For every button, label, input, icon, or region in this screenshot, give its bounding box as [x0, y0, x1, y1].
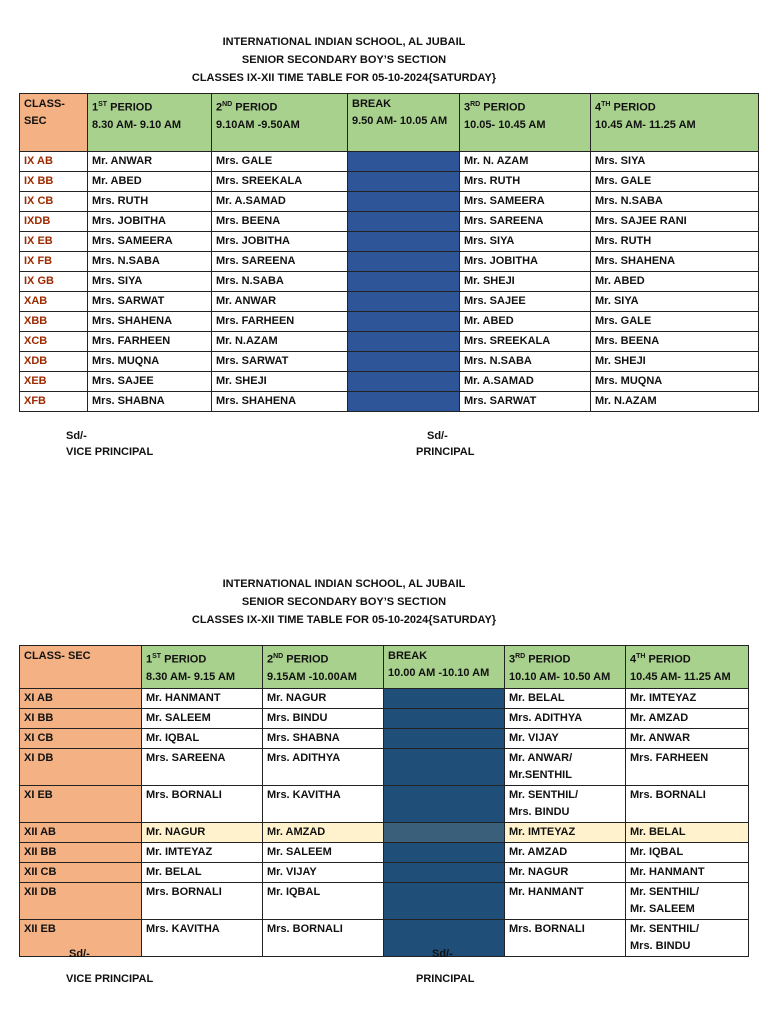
vice-principal-label: VICE PRINCIPAL — [66, 973, 154, 985]
period-1-teacher: Mrs. JOBITHA — [88, 212, 212, 232]
col-period-4: 4TH PERIOD 10.45 AM- 11.25 AM — [591, 94, 759, 152]
period-1-teacher: Mr. IMTEYAZ — [142, 842, 263, 862]
table-row — [20, 152, 759, 172]
period-1-teacher: Mrs. MUQNA — [88, 352, 212, 372]
period-3-teacher: Mrs. BORNALI — [505, 919, 626, 956]
period-2-teacher: Mrs. BEENA — [212, 212, 348, 232]
class-section-cell: XAB — [20, 292, 88, 312]
class-section-cell: IX EB — [20, 232, 88, 252]
period-3-teacher: Mr. HANMANT — [505, 882, 626, 919]
period-4-teacher: Mr. IQBAL — [626, 842, 749, 862]
period-1-teacher: Mrs. SAMEERA — [88, 232, 212, 252]
break-cell — [348, 372, 460, 392]
period-2-teacher: Mr. N.AZAM — [212, 332, 348, 352]
period-1-time: 8.30 AM- 9.10 AM — [92, 118, 182, 131]
period-1-teacher: Mr. BELAL — [142, 862, 263, 882]
period-2-teacher: Mrs. FARHEEN — [212, 312, 348, 332]
class-section-cell: XEB — [20, 372, 88, 392]
col-class-sec: CLASS- SEC — [20, 94, 88, 152]
table-row — [20, 352, 759, 372]
class-section-cell: XI BB — [20, 708, 142, 728]
period-4-teacher: Mrs. FARHEEN — [626, 748, 749, 785]
col-period-1: 1ST PERIOD 8.30 AM- 9.15 AM — [142, 646, 263, 689]
table-row — [20, 862, 749, 882]
table-row — [20, 272, 759, 292]
class-section-cell: IX CB — [20, 192, 88, 212]
period-3-teacher: Mr. A.SAMAD — [460, 372, 591, 392]
period-1-teacher: Mr. HANMANT — [142, 688, 263, 708]
period-3-teacher: Mrs. SREEKALA — [460, 332, 591, 352]
break-cell — [348, 152, 460, 172]
period-4-teacher: Mr. HANMANT — [626, 862, 749, 882]
table-row — [20, 822, 749, 842]
period-4-time: 10.45 AM- 11.25 AM — [595, 118, 696, 131]
period-3-teacher: Mrs. RUTH — [460, 172, 591, 192]
period-4-teacher — [626, 882, 749, 919]
period-2-teacher: Mr. ANWAR — [212, 292, 348, 312]
period-3-time: 10.10 AM- 10.50 AM — [509, 670, 611, 683]
teacher-line: Mr. SENTHIL/ — [509, 788, 579, 801]
period-1-teacher: Mrs. FARHEEN — [88, 332, 212, 352]
period-4-teacher: Mrs. SIYA — [591, 152, 759, 172]
table-row — [20, 232, 759, 252]
period-3-teacher: Mr. VIJAY — [505, 728, 626, 748]
break-cell — [384, 748, 505, 785]
break-cell — [348, 392, 460, 412]
class-section-cell: IX FB — [20, 252, 88, 272]
period-4-teacher: Mr. BELAL — [626, 822, 749, 842]
school-name: INTERNATIONAL INDIAN SCHOOL, AL JUBAIL — [222, 578, 466, 590]
table-row — [20, 748, 749, 785]
period-2-teacher: Mrs. SHABNA — [263, 728, 384, 748]
col-class-sec: CLASS- SEC — [20, 646, 142, 689]
vp-signature-mark: Sd/- — [66, 430, 87, 442]
class-section-cell: XI EB — [20, 785, 142, 822]
class-section-cell: XII AB — [20, 822, 142, 842]
period-2-teacher: Mrs. SAREENA — [212, 252, 348, 272]
period-2-teacher: Mr. NAGUR — [263, 688, 384, 708]
period-3-teacher — [505, 748, 626, 785]
page1-header — [0, 33, 688, 87]
period-2-teacher: Mrs. BINDU — [263, 708, 384, 728]
break-cell — [384, 785, 505, 822]
break-cell — [348, 192, 460, 212]
period-4-teacher — [626, 919, 749, 956]
period-4-teacher: Mrs. GALE — [591, 312, 759, 332]
period-2-teacher: Mrs. GALE — [212, 152, 348, 172]
break-cell — [348, 312, 460, 332]
teacher-line: Mr.SENTHIL — [509, 768, 572, 781]
col-period-2: 2ND PERIOD 9.15AM -10.00AM — [263, 646, 384, 689]
teacher-line: Mr. SALEEM — [630, 902, 695, 915]
period-1-teacher: Mrs. BORNALI — [142, 785, 263, 822]
period-3-teacher: Mrs. SIYA — [460, 232, 591, 252]
period-4-teacher: Mrs. GALE — [591, 172, 759, 192]
period-4-teacher: Mrs. BEENA — [591, 332, 759, 352]
class-section-cell: XCB — [20, 332, 88, 352]
period-2-teacher: Mrs. SARWAT — [212, 352, 348, 372]
period-2-teacher: Mrs. SHAHENA — [212, 392, 348, 412]
class-section-cell: XI AB — [20, 688, 142, 708]
period-3-teacher: Mr. N. AZAM — [460, 152, 591, 172]
break-cell — [384, 822, 505, 842]
timetable-title: CLASSES IX-XII TIME TABLE FOR 05-10-2024{SATURDAY} — [191, 614, 497, 626]
period-4-teacher: Mr. ANWAR — [626, 728, 749, 748]
period-4-teacher: Mrs. BORNALI — [626, 785, 749, 822]
period-3-teacher: Mrs. SARWAT — [460, 392, 591, 412]
period-1-teacher: Mr. NAGUR — [142, 822, 263, 842]
teacher-line: Mr. ANWAR/ — [509, 751, 573, 764]
vice-principal-label: VICE PRINCIPAL — [66, 446, 154, 458]
period-2-time: 9.10AM -9.50AM — [216, 118, 300, 131]
timetable-1 — [19, 93, 759, 412]
break-cell — [384, 688, 505, 708]
period-4-teacher: Mrs. RUTH — [591, 232, 759, 252]
period-3-teacher: Mrs. SAREENA — [460, 212, 591, 232]
break-cell — [384, 728, 505, 748]
teacher-line: Mr. SENTHIL/ — [630, 922, 700, 935]
timetable-title: CLASSES IX-XII TIME TABLE FOR 05-10-2024{SATURDAY} — [191, 72, 497, 84]
table-row — [20, 332, 759, 352]
col-period-1: 1ST PERIOD 8.30 AM- 9.10 AM — [88, 94, 212, 152]
period-3-teacher — [505, 785, 626, 822]
col-period-3: 3RD PERIOD 10.05- 10.45 AM — [460, 94, 591, 152]
period-1-teacher: Mr. IQBAL — [142, 728, 263, 748]
class-section-cell: XBB — [20, 312, 88, 332]
period-1-teacher: Mrs. SAREENA — [142, 748, 263, 785]
period-2-teacher: Mrs. SREEKALA — [212, 172, 348, 192]
class-section-cell: XII CB — [20, 862, 142, 882]
period-3-time: 10.05- 10.45 AM — [464, 118, 546, 131]
principal-signature-mark: Sd/- — [427, 430, 448, 442]
class-section-cell: IX BB — [20, 172, 88, 192]
table-row — [20, 882, 749, 919]
principal-signature-mark: Sd/- — [432, 948, 453, 960]
period-3-teacher: Mr. ABED — [460, 312, 591, 332]
period-3-teacher: Mrs. JOBITHA — [460, 252, 591, 272]
period-4-teacher: Mrs. SAJEE RANI — [591, 212, 759, 232]
period-1-teacher: Mr. ABED — [88, 172, 212, 192]
period-3-teacher: Mrs. SAMEERA — [460, 192, 591, 212]
break-cell — [348, 252, 460, 272]
period-1-teacher: Mrs. BORNALI — [142, 882, 263, 919]
period-2-teacher: Mr. SHEJI — [212, 372, 348, 392]
break-cell — [348, 292, 460, 312]
period-3-teacher: Mr. NAGUR — [505, 862, 626, 882]
vp-signature-mark: Sd/- — [69, 948, 90, 960]
table-row — [20, 312, 759, 332]
period-3-teacher: Mrs. SAJEE — [460, 292, 591, 312]
break-time: 10.00 AM -10.10 AM — [388, 667, 490, 679]
period-4-teacher: Mr. N.AZAM — [591, 392, 759, 412]
period-2-teacher: Mrs. JOBITHA — [212, 232, 348, 252]
class-section-cell: XII EB — [20, 919, 142, 956]
teacher-line: Mr. SENTHIL/ — [630, 885, 700, 898]
period-1-teacher: Mrs. SHAHENA — [88, 312, 212, 332]
table-row — [20, 728, 749, 748]
table-row — [20, 708, 749, 728]
table-row — [20, 372, 759, 392]
table-row — [20, 688, 749, 708]
table-row — [20, 192, 759, 212]
table-row — [20, 842, 749, 862]
period-3-teacher: Mr. SHEJI — [460, 272, 591, 292]
principal-label: PRINCIPAL — [416, 446, 475, 458]
period-3-teacher: Mrs. N.SABA — [460, 352, 591, 372]
col-period-4: 4TH PERIOD 10.45 AM- 11.25 AM — [626, 646, 749, 689]
col-break: BREAK 9.50 AM- 10.05 AM — [348, 94, 460, 152]
class-section-cell: XII BB — [20, 842, 142, 862]
period-1-teacher: Mrs. KAVITHA — [142, 919, 263, 956]
break-cell — [384, 842, 505, 862]
school-name: INTERNATIONAL INDIAN SCHOOL, AL JUBAIL — [222, 36, 466, 48]
col-period-2: 2ND PERIOD 9.10AM -9.50AM — [212, 94, 348, 152]
break-cell — [348, 172, 460, 192]
period-1-teacher: Mrs. SARWAT — [88, 292, 212, 312]
period-4-time: 10.45 AM- 11.25 AM — [630, 670, 731, 683]
period-1-teacher: Mr. ANWAR — [88, 152, 212, 172]
break-cell — [348, 332, 460, 352]
break-cell — [384, 862, 505, 882]
break-time: 9.50 AM- 10.05 AM — [352, 115, 448, 127]
table-row — [20, 212, 759, 232]
period-2-teacher: Mr. VIJAY — [263, 862, 384, 882]
break-cell — [348, 232, 460, 252]
table-row — [20, 785, 749, 822]
class-section-cell: IX AB — [20, 152, 88, 172]
teacher-line: Mrs. BINDU — [509, 805, 570, 818]
period-4-teacher: Mrs. N.SABA — [591, 192, 759, 212]
table-row — [20, 919, 749, 956]
period-3-teacher: Mr. BELAL — [505, 688, 626, 708]
class-section-cell: XI CB — [20, 728, 142, 748]
principal-label: PRINCIPAL — [416, 973, 475, 985]
period-2-teacher: Mr. AMZAD — [263, 822, 384, 842]
timetable-2 — [19, 645, 749, 957]
break-cell — [348, 212, 460, 232]
period-2-teacher: Mrs. BORNALI — [263, 919, 384, 956]
period-3-teacher: Mr. AMZAD — [505, 842, 626, 862]
period-1-time: 8.30 AM- 9.15 AM — [146, 670, 236, 683]
class-section-cell: IX GB — [20, 272, 88, 292]
period-1-teacher: Mr. SALEEM — [142, 708, 263, 728]
period-4-teacher: Mrs. SHAHENA — [591, 252, 759, 272]
period-3-teacher: Mr. IMTEYAZ — [505, 822, 626, 842]
period-3-teacher: Mrs. ADITHYA — [505, 708, 626, 728]
period-4-teacher: Mr. SHEJI — [591, 352, 759, 372]
class-section-cell: XII DB — [20, 882, 142, 919]
break-cell — [384, 882, 505, 919]
period-4-teacher: Mr. IMTEYAZ — [626, 688, 749, 708]
period-2-teacher: Mrs. KAVITHA — [263, 785, 384, 822]
period-2-teacher: Mrs. ADITHYA — [263, 748, 384, 785]
class-section-cell: XDB — [20, 352, 88, 372]
period-2-time: 9.15AM -10.00AM — [267, 670, 357, 683]
break-cell — [348, 272, 460, 292]
section-name: SENIOR SECONDARY BOY’S SECTION — [241, 596, 447, 608]
break-cell — [384, 708, 505, 728]
period-2-teacher: Mrs. N.SABA — [212, 272, 348, 292]
col-period-3: 3RD PERIOD 10.10 AM- 10.50 AM — [505, 646, 626, 689]
table-row — [20, 252, 759, 272]
col-break: BREAK 10.00 AM -10.10 AM — [384, 646, 505, 689]
period-1-teacher: Mrs. SAJEE — [88, 372, 212, 392]
period-1-teacher: Mrs. SHABNA — [88, 392, 212, 412]
period-2-teacher: Mr. IQBAL — [263, 882, 384, 919]
period-1-teacher: Mrs. RUTH — [88, 192, 212, 212]
table-row — [20, 292, 759, 312]
section-name: SENIOR SECONDARY BOY’S SECTION — [241, 54, 447, 66]
class-section-cell: XFB — [20, 392, 88, 412]
page2-header — [0, 575, 688, 629]
period-4-teacher: Mr. ABED — [591, 272, 759, 292]
period-4-teacher: Mrs. MUQNA — [591, 372, 759, 392]
break-cell — [348, 352, 460, 372]
period-4-teacher: Mr. AMZAD — [626, 708, 749, 728]
class-section-cell: XI DB — [20, 748, 142, 785]
period-4-teacher: Mr. SIYA — [591, 292, 759, 312]
table-row — [20, 392, 759, 412]
period-2-teacher: Mr. SALEEM — [263, 842, 384, 862]
class-section-cell: IXDB — [20, 212, 88, 232]
period-2-teacher: Mr. A.SAMAD — [212, 192, 348, 212]
period-1-teacher: Mrs. SIYA — [88, 272, 212, 292]
teacher-line: Mrs. BINDU — [630, 939, 691, 952]
period-1-teacher: Mrs. N.SABA — [88, 252, 212, 272]
table-row — [20, 172, 759, 192]
